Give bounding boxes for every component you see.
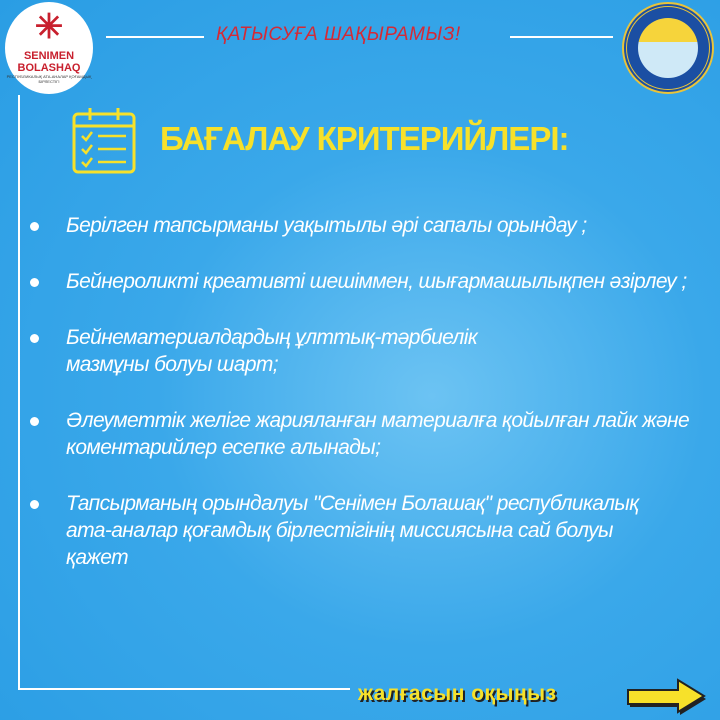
title-divider-left [106, 36, 204, 38]
bullet-icon [30, 500, 39, 509]
emblem-sun-book-icon [638, 18, 698, 78]
bullet-icon [30, 222, 39, 231]
criteria-text: Бейнематериалдардың ұлттық-тәрбиелік мазмұны болуы шарт; [66, 326, 478, 376]
criteria-item [30, 212, 710, 239]
bullet-icon [30, 334, 39, 343]
criteria-text: Бейнероликті креативті шешіммен, шығармашылықпен әзірлеу ; [66, 270, 687, 293]
criteria-item [30, 407, 710, 461]
criteria-list [30, 212, 710, 600]
criteria-item [30, 324, 506, 378]
logo-name-line2: BOLASHAQ [17, 62, 81, 74]
bullet-icon [30, 278, 39, 287]
logo-name-line1: SENIMEN [23, 50, 75, 62]
invitation-title: ҚАТЫСУҒА ШАҚЫРАМЫЗ! [216, 24, 461, 45]
arrow-right-icon[interactable] [622, 676, 708, 716]
criteria-text: Әлеуметтік желіге жарияланған материалға қойылған лайк және коментарийлер есепке алынады; [66, 409, 690, 459]
logo-subtext: РЕСПУБЛИКАЛЫҚ АТА-АНАЛАР ҚОҒАМДЫҚ БІРЛЕСТІГІ [6, 74, 92, 84]
frame-line-bottom [18, 688, 350, 690]
bullet-icon [30, 417, 39, 426]
title-divider-right [510, 36, 613, 38]
senimen-bolashaq-logo [5, 2, 93, 94]
education-department-emblem [622, 2, 714, 94]
criteria-heading: БАҒАЛАУ КРИТЕРИЙЛЕРІ: [160, 120, 569, 157]
checklist-clipboard-icon [68, 104, 140, 176]
frame-line-left [18, 95, 20, 688]
criteria-item [30, 490, 646, 571]
criteria-text: Тапсырманың орындалуы "Сенімен Болашақ" республикалық ата-аналар қоғамдық бірлестігінің миссиясына сай болуы қажет [66, 492, 639, 569]
logo-star-icon: ✳ [34, 8, 64, 46]
continue-reading-link[interactable]: жалғасын оқыңыз [358, 682, 557, 705]
criteria-text: Берілген тапсырманы уақытылы әрі сапалы орындау ; [66, 214, 587, 237]
criteria-item [30, 268, 700, 295]
